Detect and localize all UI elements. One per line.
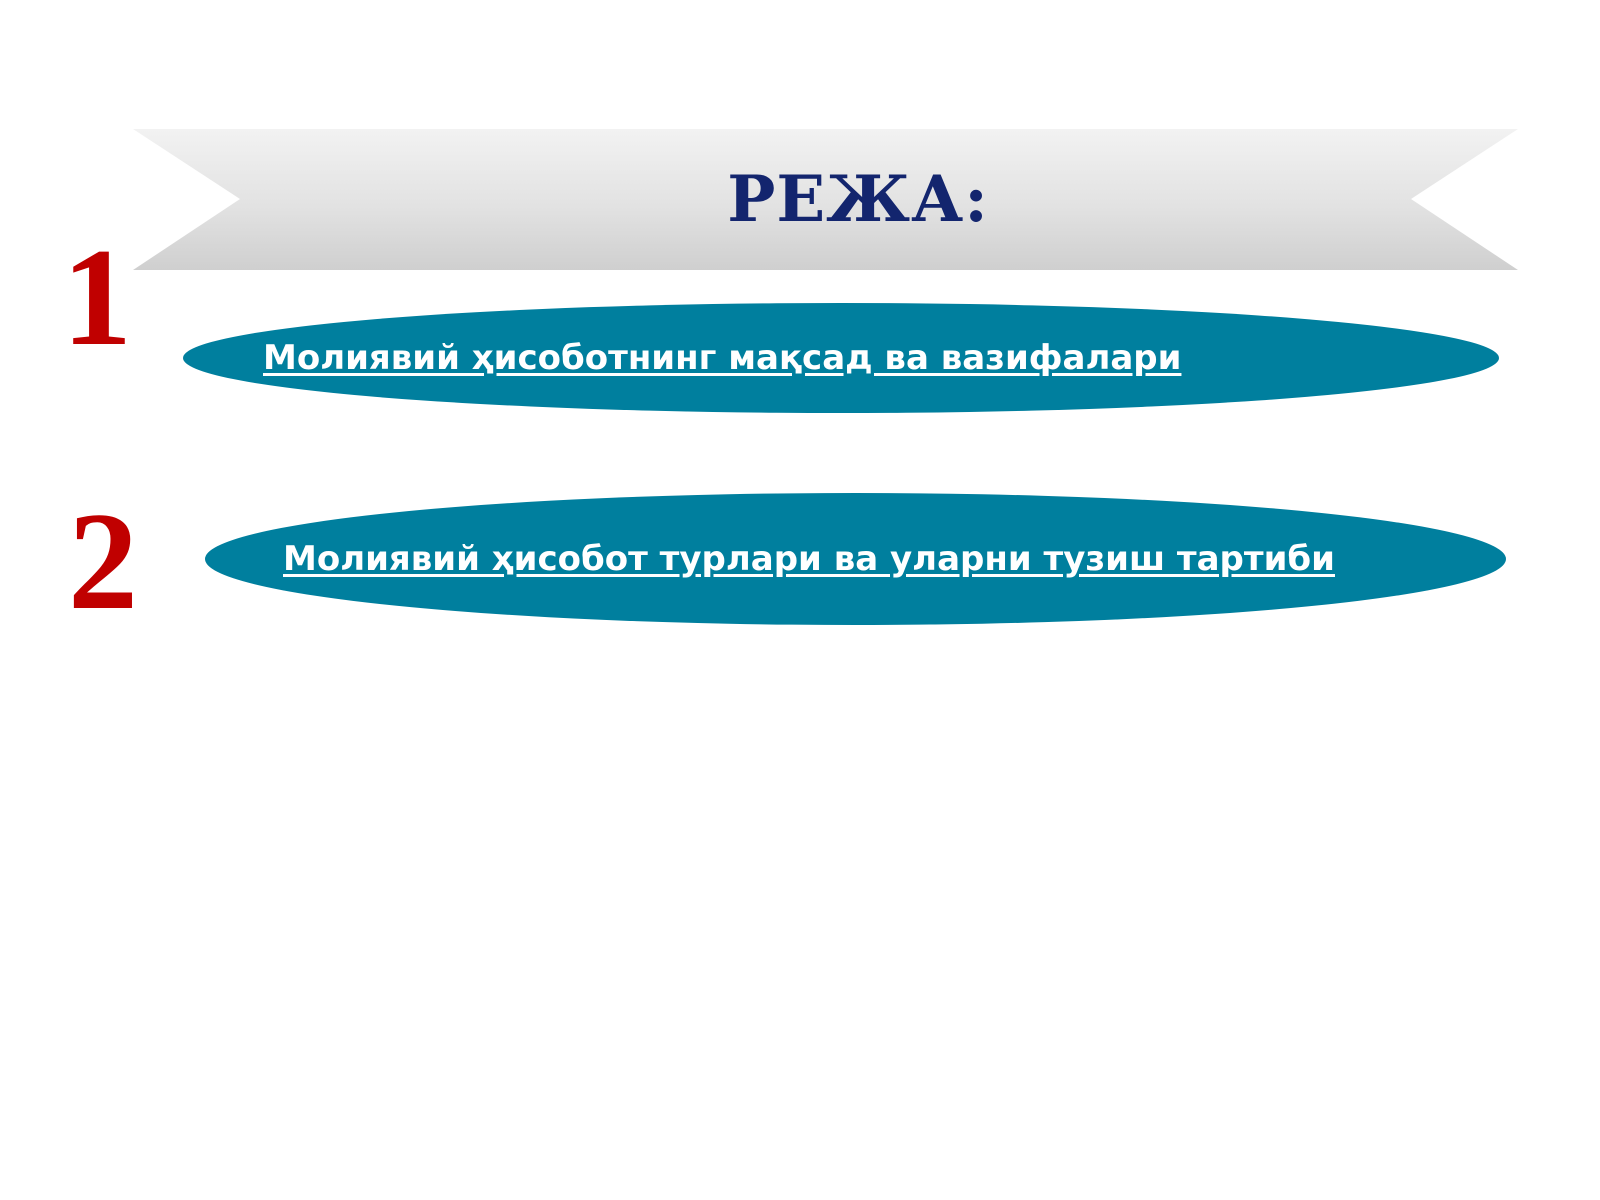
item-number-2: 2 (68, 484, 138, 639)
item-number-1: 1 (62, 220, 132, 375)
plan-item-1-link[interactable]: Молиявий ҳисоботнинг мақсад ва вазифалари (263, 338, 1182, 378)
plan-item-1-pill (183, 303, 1499, 413)
plan-item-2-pill (205, 493, 1506, 625)
slide-title: РЕЖА: (727, 162, 989, 237)
plan-item-2-link[interactable]: Молиявий ҳисобот турлари ва уларни тузиш тартиби (283, 539, 1335, 579)
